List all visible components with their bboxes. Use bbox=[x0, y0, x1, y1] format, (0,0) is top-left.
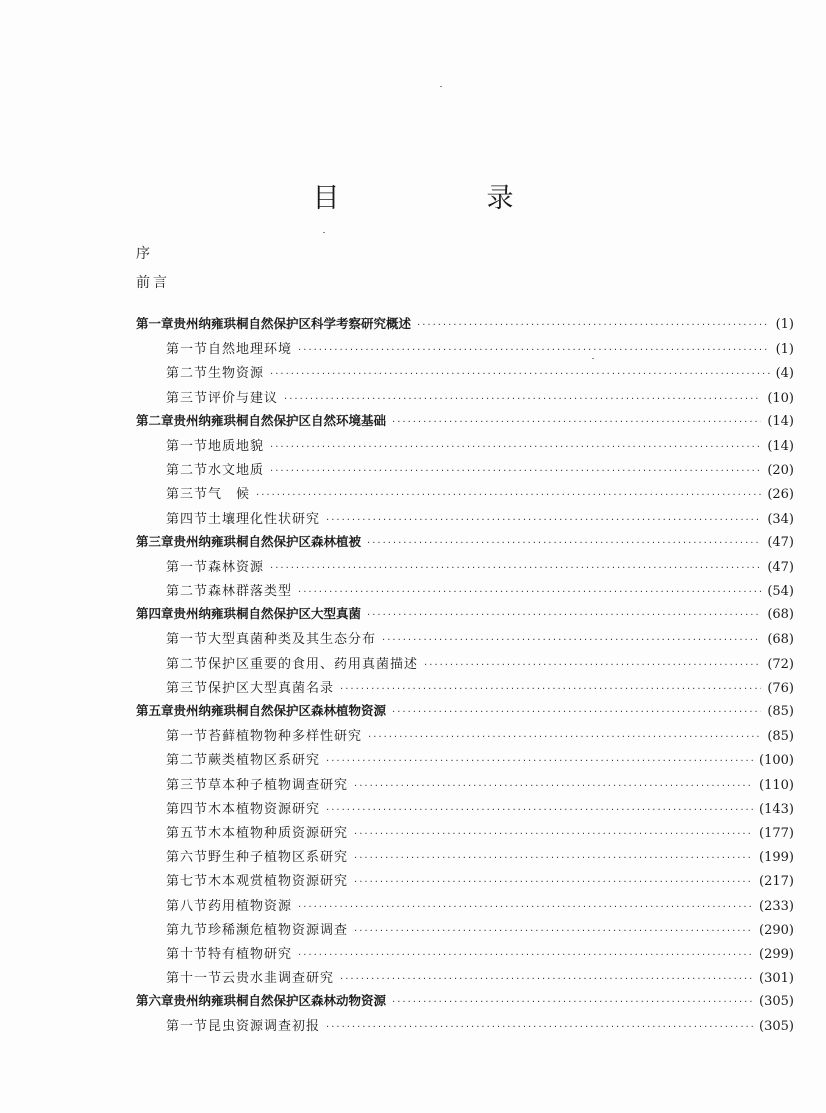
chapter-number: 第四章 bbox=[136, 606, 174, 622]
chapter-title: 贵州纳雍珙桐自然保护区大型真菌 bbox=[173, 606, 362, 622]
page-number: (20) bbox=[767, 463, 794, 479]
page-number: (85) bbox=[767, 704, 794, 719]
page-number: (26) bbox=[767, 487, 794, 503]
page-number: (85) bbox=[767, 729, 794, 745]
page-number: (290) bbox=[759, 922, 794, 938]
section-number: 第七节 bbox=[166, 874, 209, 890]
chapter-number: 第六章 bbox=[136, 993, 174, 1009]
toc-section-row[interactable] bbox=[136, 387, 794, 411]
section-number: 第二节 bbox=[166, 463, 209, 479]
section-number: 第一节 bbox=[166, 342, 209, 358]
toc-section-row[interactable] bbox=[136, 580, 794, 604]
toc-chapter-row[interactable] bbox=[136, 411, 794, 435]
toc-section-row[interactable] bbox=[136, 774, 794, 798]
toc-section-row[interactable] bbox=[136, 653, 794, 677]
toc-chapter-row[interactable] bbox=[136, 532, 794, 556]
toc-section-row[interactable] bbox=[136, 483, 794, 507]
page-number: (4) bbox=[775, 366, 794, 382]
chapter-title: 贵州纳雍珙桐自然保护区森林植被 bbox=[173, 533, 362, 549]
scan-speck bbox=[323, 232, 325, 233]
dot-leader bbox=[354, 853, 753, 864]
dot-leader bbox=[354, 877, 753, 888]
page-number: (1) bbox=[775, 342, 794, 358]
page-number: (10) bbox=[767, 390, 794, 406]
toc-section-row[interactable] bbox=[136, 677, 794, 701]
chapter-title: 贵州纳雍珙桐自然保护区科学考察研究概述 bbox=[173, 316, 412, 331]
section-title: 自然地理环境 bbox=[208, 342, 293, 358]
dot-leader bbox=[298, 587, 761, 598]
page-number: (177) bbox=[759, 825, 794, 841]
toc-section-row[interactable] bbox=[136, 967, 794, 991]
section-number: 第五节 bbox=[166, 825, 209, 841]
page-number: (72) bbox=[767, 656, 794, 672]
dot-leader bbox=[298, 902, 753, 913]
page-title: 目 录 bbox=[312, 183, 574, 214]
dot-leader bbox=[270, 369, 770, 380]
toc-chapter-row[interactable] bbox=[136, 991, 794, 1015]
section-title: 野生种子植物区系研究 bbox=[208, 850, 349, 866]
dot-leader bbox=[368, 732, 761, 743]
section-number: 第三节 bbox=[166, 680, 209, 696]
section-number: 第二节 bbox=[166, 584, 209, 600]
table-of-contents bbox=[136, 314, 794, 1040]
dot-leader bbox=[298, 950, 753, 961]
section-title: 特有植物研究 bbox=[208, 946, 293, 962]
section-number: 第九节 bbox=[166, 922, 209, 938]
dot-leader bbox=[326, 756, 753, 767]
section-number: 第十一节 bbox=[166, 971, 223, 987]
dot-leader bbox=[298, 345, 770, 356]
section-title: 气 候 bbox=[208, 487, 251, 503]
dot-leader bbox=[326, 1022, 753, 1033]
section-title: 保护区大型真菌名录 bbox=[208, 680, 335, 696]
dot-leader bbox=[382, 635, 761, 646]
chapter-title: 贵州纳雍珙桐自然保护区森林植物资源 bbox=[173, 703, 387, 718]
section-number: 第一节 bbox=[166, 729, 209, 745]
toc-section-row[interactable] bbox=[136, 1015, 794, 1039]
section-title: 药用植物资源 bbox=[208, 898, 293, 914]
section-number: 第六节 bbox=[166, 850, 209, 866]
toc-section-row[interactable] bbox=[136, 556, 794, 580]
page-number: (305) bbox=[759, 994, 794, 1010]
page-number: (47) bbox=[767, 559, 794, 575]
section-title: 评价与建议 bbox=[208, 390, 279, 406]
section-title: 蕨类植物区系研究 bbox=[208, 753, 321, 769]
scan-speck bbox=[440, 86, 442, 87]
dot-leader bbox=[392, 997, 753, 1008]
section-number: 第二节 bbox=[166, 366, 209, 382]
page-number: (199) bbox=[759, 850, 794, 866]
dot-leader bbox=[340, 974, 753, 985]
section-title: 保护区重要的食用、药用真菌描述 bbox=[208, 656, 419, 672]
page-number: (76) bbox=[767, 680, 794, 696]
page-number: (14) bbox=[767, 438, 794, 454]
toc-section-row[interactable] bbox=[136, 919, 794, 943]
section-title: 大型真菌种类及其生态分布 bbox=[208, 632, 377, 648]
section-title: 木本植物资源研究 bbox=[208, 801, 321, 817]
dot-leader bbox=[340, 684, 761, 695]
chapter-title: 贵州纳雍珙桐自然保护区森林动物资源 bbox=[173, 993, 387, 1009]
toc-section-row[interactable] bbox=[136, 459, 794, 483]
dot-leader bbox=[354, 781, 753, 792]
toc-section-row[interactable] bbox=[136, 846, 794, 870]
section-title: 苔藓植物物种多样性研究 bbox=[208, 729, 363, 745]
toc-section-row[interactable] bbox=[136, 895, 794, 919]
dot-leader bbox=[256, 490, 761, 501]
page-number: (54) bbox=[767, 584, 794, 600]
toc-chapter-row[interactable] bbox=[136, 604, 794, 628]
dot-leader bbox=[392, 417, 761, 428]
dot-leader bbox=[392, 707, 761, 718]
preface-item-xu: 序 bbox=[136, 246, 153, 262]
section-number: 第四节 bbox=[166, 801, 209, 817]
page-number: (14) bbox=[767, 413, 794, 429]
section-number: 第二节 bbox=[166, 753, 209, 769]
toc-section-row[interactable] bbox=[136, 725, 794, 749]
toc-chapter-row[interactable] bbox=[136, 314, 794, 338]
page-number: (299) bbox=[759, 946, 794, 962]
section-number: 第三节 bbox=[166, 487, 209, 503]
page-number: (110) bbox=[759, 777, 794, 793]
section-number: 第一节 bbox=[166, 438, 209, 454]
chapter-number: 第二章 bbox=[136, 412, 174, 428]
section-title: 昆虫资源调查初报 bbox=[208, 1019, 321, 1035]
toc-section-row[interactable] bbox=[136, 508, 794, 532]
toc-section-row[interactable] bbox=[136, 749, 794, 773]
preface-item-qianyan: 前言 bbox=[136, 275, 170, 291]
toc-section-row[interactable] bbox=[136, 943, 794, 967]
section-title: 木本植物种质资源研究 bbox=[208, 825, 349, 841]
section-title: 木本观赏植物资源研究 bbox=[208, 874, 349, 890]
section-title: 珍稀濒危植物资源调查 bbox=[208, 922, 349, 938]
page-number: (217) bbox=[759, 874, 794, 890]
chapter-title: 贵州纳雍珙桐自然保护区自然环境基础 bbox=[173, 412, 387, 428]
dot-leader bbox=[354, 829, 753, 840]
page-number: (1) bbox=[775, 317, 794, 332]
section-number: 第一节 bbox=[166, 1019, 209, 1035]
page-number: (68) bbox=[767, 607, 794, 623]
section-title: 云贵水韭调查研究 bbox=[222, 971, 335, 987]
toc-section-row[interactable] bbox=[136, 798, 794, 822]
toc-section-row[interactable] bbox=[136, 822, 794, 846]
page-number: (47) bbox=[767, 534, 794, 550]
chapter-number: 第一章 bbox=[136, 316, 174, 331]
page-number: (34) bbox=[767, 511, 794, 527]
toc-section-row[interactable] bbox=[136, 338, 794, 362]
section-number: 第一节 bbox=[166, 632, 209, 648]
toc-section-row[interactable] bbox=[136, 628, 794, 652]
section-title: 草本种子植物调查研究 bbox=[208, 777, 349, 793]
section-title: 地质地貌 bbox=[208, 438, 265, 454]
section-title: 森林群落类型 bbox=[208, 584, 293, 600]
section-number: 第十节 bbox=[166, 946, 209, 962]
section-number: 第四节 bbox=[166, 511, 209, 527]
dot-leader bbox=[367, 538, 761, 549]
toc-chapter-row[interactable] bbox=[136, 701, 794, 725]
page-number: (143) bbox=[759, 801, 794, 817]
page-number: (301) bbox=[759, 971, 794, 987]
dot-leader bbox=[326, 515, 761, 526]
dot-leader bbox=[284, 394, 761, 405]
section-number: 第八节 bbox=[166, 898, 209, 914]
section-title: 土壤理化性状研究 bbox=[208, 511, 321, 527]
toc-section-row[interactable] bbox=[136, 870, 794, 894]
page-number: (68) bbox=[767, 632, 794, 648]
section-number: 第三节 bbox=[166, 390, 209, 406]
page-number: (305) bbox=[759, 1019, 794, 1035]
dot-leader bbox=[417, 320, 770, 331]
section-number: 第一节 bbox=[166, 559, 209, 575]
chapter-number: 第五章 bbox=[136, 703, 174, 718]
chapter-number: 第三章 bbox=[136, 533, 174, 549]
toc-section-row[interactable] bbox=[136, 435, 794, 459]
dot-leader bbox=[270, 563, 761, 574]
page-number: (233) bbox=[759, 898, 794, 914]
section-title: 森林资源 bbox=[208, 559, 265, 575]
dot-leader bbox=[326, 805, 753, 816]
section-title: 生物资源 bbox=[208, 366, 265, 382]
toc-section-row[interactable] bbox=[136, 362, 794, 386]
section-number: 第三节 bbox=[166, 777, 209, 793]
page-number: (100) bbox=[759, 753, 794, 769]
dot-leader bbox=[270, 466, 761, 477]
dot-leader bbox=[424, 660, 761, 671]
section-title: 水文地质 bbox=[208, 463, 265, 479]
dot-leader bbox=[270, 442, 761, 453]
section-number: 第二节 bbox=[166, 656, 209, 672]
dot-leader bbox=[367, 610, 761, 621]
dot-leader bbox=[354, 926, 753, 937]
